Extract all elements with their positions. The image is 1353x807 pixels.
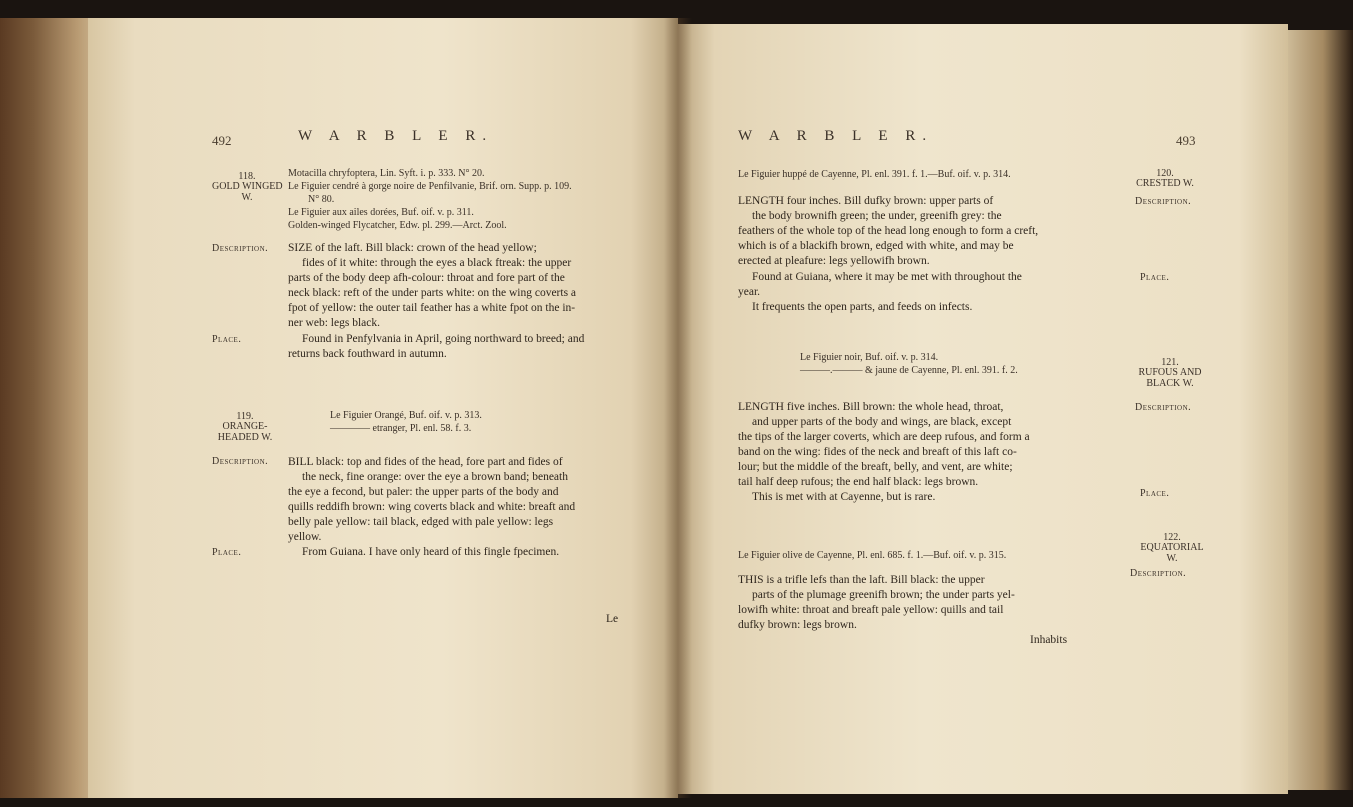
description-label: Description. [1130, 568, 1187, 579]
body-line: Found in Penfylvania in April, going northward to breed; and [302, 333, 585, 345]
synonym-line: Motacilla chryfoptera, Lin. Syft. i. p. 333. N° 20. [288, 168, 485, 179]
page-number: 492 [212, 133, 232, 148]
running-head: W A R B L E R. [298, 128, 494, 144]
entry-name: EQUATORIAL [1140, 542, 1204, 553]
body-line: dufky brown: legs brown. [738, 619, 857, 631]
synonym-line: Golden-winged Flycatcher, Edw. pl. 299.—Arct. Zool. [288, 220, 507, 231]
synonym-line: Le Figuier Orangé, Buf. oif. v. p. 313. [330, 410, 482, 421]
body-line: the body brownifh green; the under, greenifh grey: the [752, 210, 1002, 222]
synonym-line: N° 80. [308, 194, 335, 205]
entry-name: CRESTED W. [1136, 178, 1194, 189]
place-label: Place. [1140, 272, 1170, 283]
body-line: erected at pleafure: legs yellowifh brown. [738, 255, 930, 267]
entry-name: W. [1166, 553, 1178, 564]
body-line: quills reddifh brown: wing coverts black and white: breaft and [288, 501, 576, 513]
body-line: LENGTH four inches. Bill dufky brown: upper parts of [738, 195, 994, 207]
body-line: feathers of the whole top of the head long enough to form a creft, [738, 225, 1039, 237]
synonym-line: ———— etranger, Pl. enl. 58. f. 3. [330, 423, 472, 434]
body-line: neck black: reft of the under parts white: on the wing coverts a [288, 287, 577, 299]
body-line: Found at Guiana, where it may be met with throughout the [752, 271, 1022, 283]
body-line: fides of it white: through the eyes a black ftreak: the upper [302, 257, 572, 269]
body-line: and upper parts of the body and wings, are black, except [752, 416, 1012, 428]
entry-name: HEADED W. [217, 432, 273, 443]
synonym-line: Le Figuier noir, Buf. oif. v. p. 314. [800, 352, 939, 363]
body-line: year. [738, 286, 761, 298]
body-line: tail half deep rufous; the end half black: legs brown. [738, 476, 979, 488]
body-line: lowifh white: throat and breaft pale yellow: quills and tail [738, 604, 1004, 616]
body-line: LENGTH five inches. Bill brown: the whole head, throat, [738, 401, 1004, 413]
synonym-line: Le Figuier huppé de Cayenne, Pl. enl. 391. f. 1.—Buf. oif. v. p. 314. [738, 169, 1011, 180]
right-page-edges [1278, 30, 1353, 790]
entry-number: 118. [238, 171, 256, 182]
book-gutter [664, 18, 692, 798]
synonym-line: Le Figuier aux ailes dorées, Buf. oif. v. p. 311. [288, 207, 474, 218]
body-line: the tips of the larger coverts, which are deep rufous, and form a [738, 431, 1030, 443]
body-line: It frequents the open parts, and feeds on infects. [752, 301, 973, 313]
body-line: belly pale yellow: tail black, edged with pale yellow: legs [288, 516, 554, 528]
running-head: W A R B L E R. [738, 128, 934, 144]
synonym-line: Le Figuier cendré à gorge noire de Penfilvanie, Brif. orn. Supp. p. 109. [288, 181, 572, 192]
body-line: THIS is a trifle lefs than the laft. Bill black: the upper [738, 574, 985, 586]
body-line: returns back fouthward in autumn. [288, 348, 447, 360]
entry-name: W. [241, 192, 253, 203]
entry-number: 122. [1163, 532, 1181, 543]
body-line: which is of a blackifh brown, edged with white, and may be [738, 240, 1014, 252]
body-line: lour; but the middle of the breaft, belly, and vent, are white; [738, 461, 1013, 473]
body-line: This is met with at Cayenne, but is rare. [752, 491, 936, 503]
description-label: Description. [212, 243, 269, 254]
description-label: Description. [1135, 196, 1192, 207]
entry-number: 121. [1161, 357, 1179, 368]
body-line: ner web: legs black. [288, 317, 380, 329]
body-line: parts of the plumage greenifh brown; the under parts yel- [752, 589, 1015, 601]
body-line: parts of the body deep afh-colour: throat and fore part of the [288, 272, 565, 284]
body-line: From Guiana. I have only heard of this fingle fpecimen. [302, 546, 560, 558]
entry-name: RUFOUS AND [1138, 367, 1202, 378]
catchword: Le [606, 613, 619, 625]
page-number: 493 [1176, 133, 1196, 148]
entry-name: BLACK W. [1146, 378, 1194, 389]
entry-number: 120. [1156, 168, 1174, 179]
entry-name: GOLD WINGED [212, 181, 283, 192]
synonym-line: ———.——— & jaune de Cayenne, Pl. enl. 391. f. 2. [800, 365, 1018, 376]
body-line: BILL black: top and fides of the head, fore part and fides of [288, 456, 563, 468]
catchword: Inhabits [1030, 634, 1068, 646]
place-label: Place. [212, 334, 242, 345]
body-line: the neck, fine orange: over the eye a brown band; beneath [302, 471, 568, 483]
entry-number: 119. [236, 411, 254, 422]
place-label: Place. [212, 547, 242, 558]
body-line: band on the wing: fides of the neck and breaft of this laft co- [738, 446, 1017, 458]
body-line: fpot of yellow: the outer tail feather has a white fpot on the in- [288, 302, 576, 314]
body-line: the eye a fecond, but paler: the upper parts of the body and [288, 486, 559, 498]
description-label: Description. [1135, 402, 1192, 413]
description-label: Description. [212, 456, 269, 467]
body-line: yellow. [288, 531, 322, 543]
synonym-line: Le Figuier olive de Cayenne, Pl. enl. 685. f. 1.—Buf. oif. v. p. 315. [738, 550, 1007, 561]
body-line: SIZE of the laft. Bill black: crown of the head yellow; [288, 242, 537, 254]
place-label: Place. [1140, 488, 1170, 499]
entry-name: ORANGE- [222, 421, 268, 432]
